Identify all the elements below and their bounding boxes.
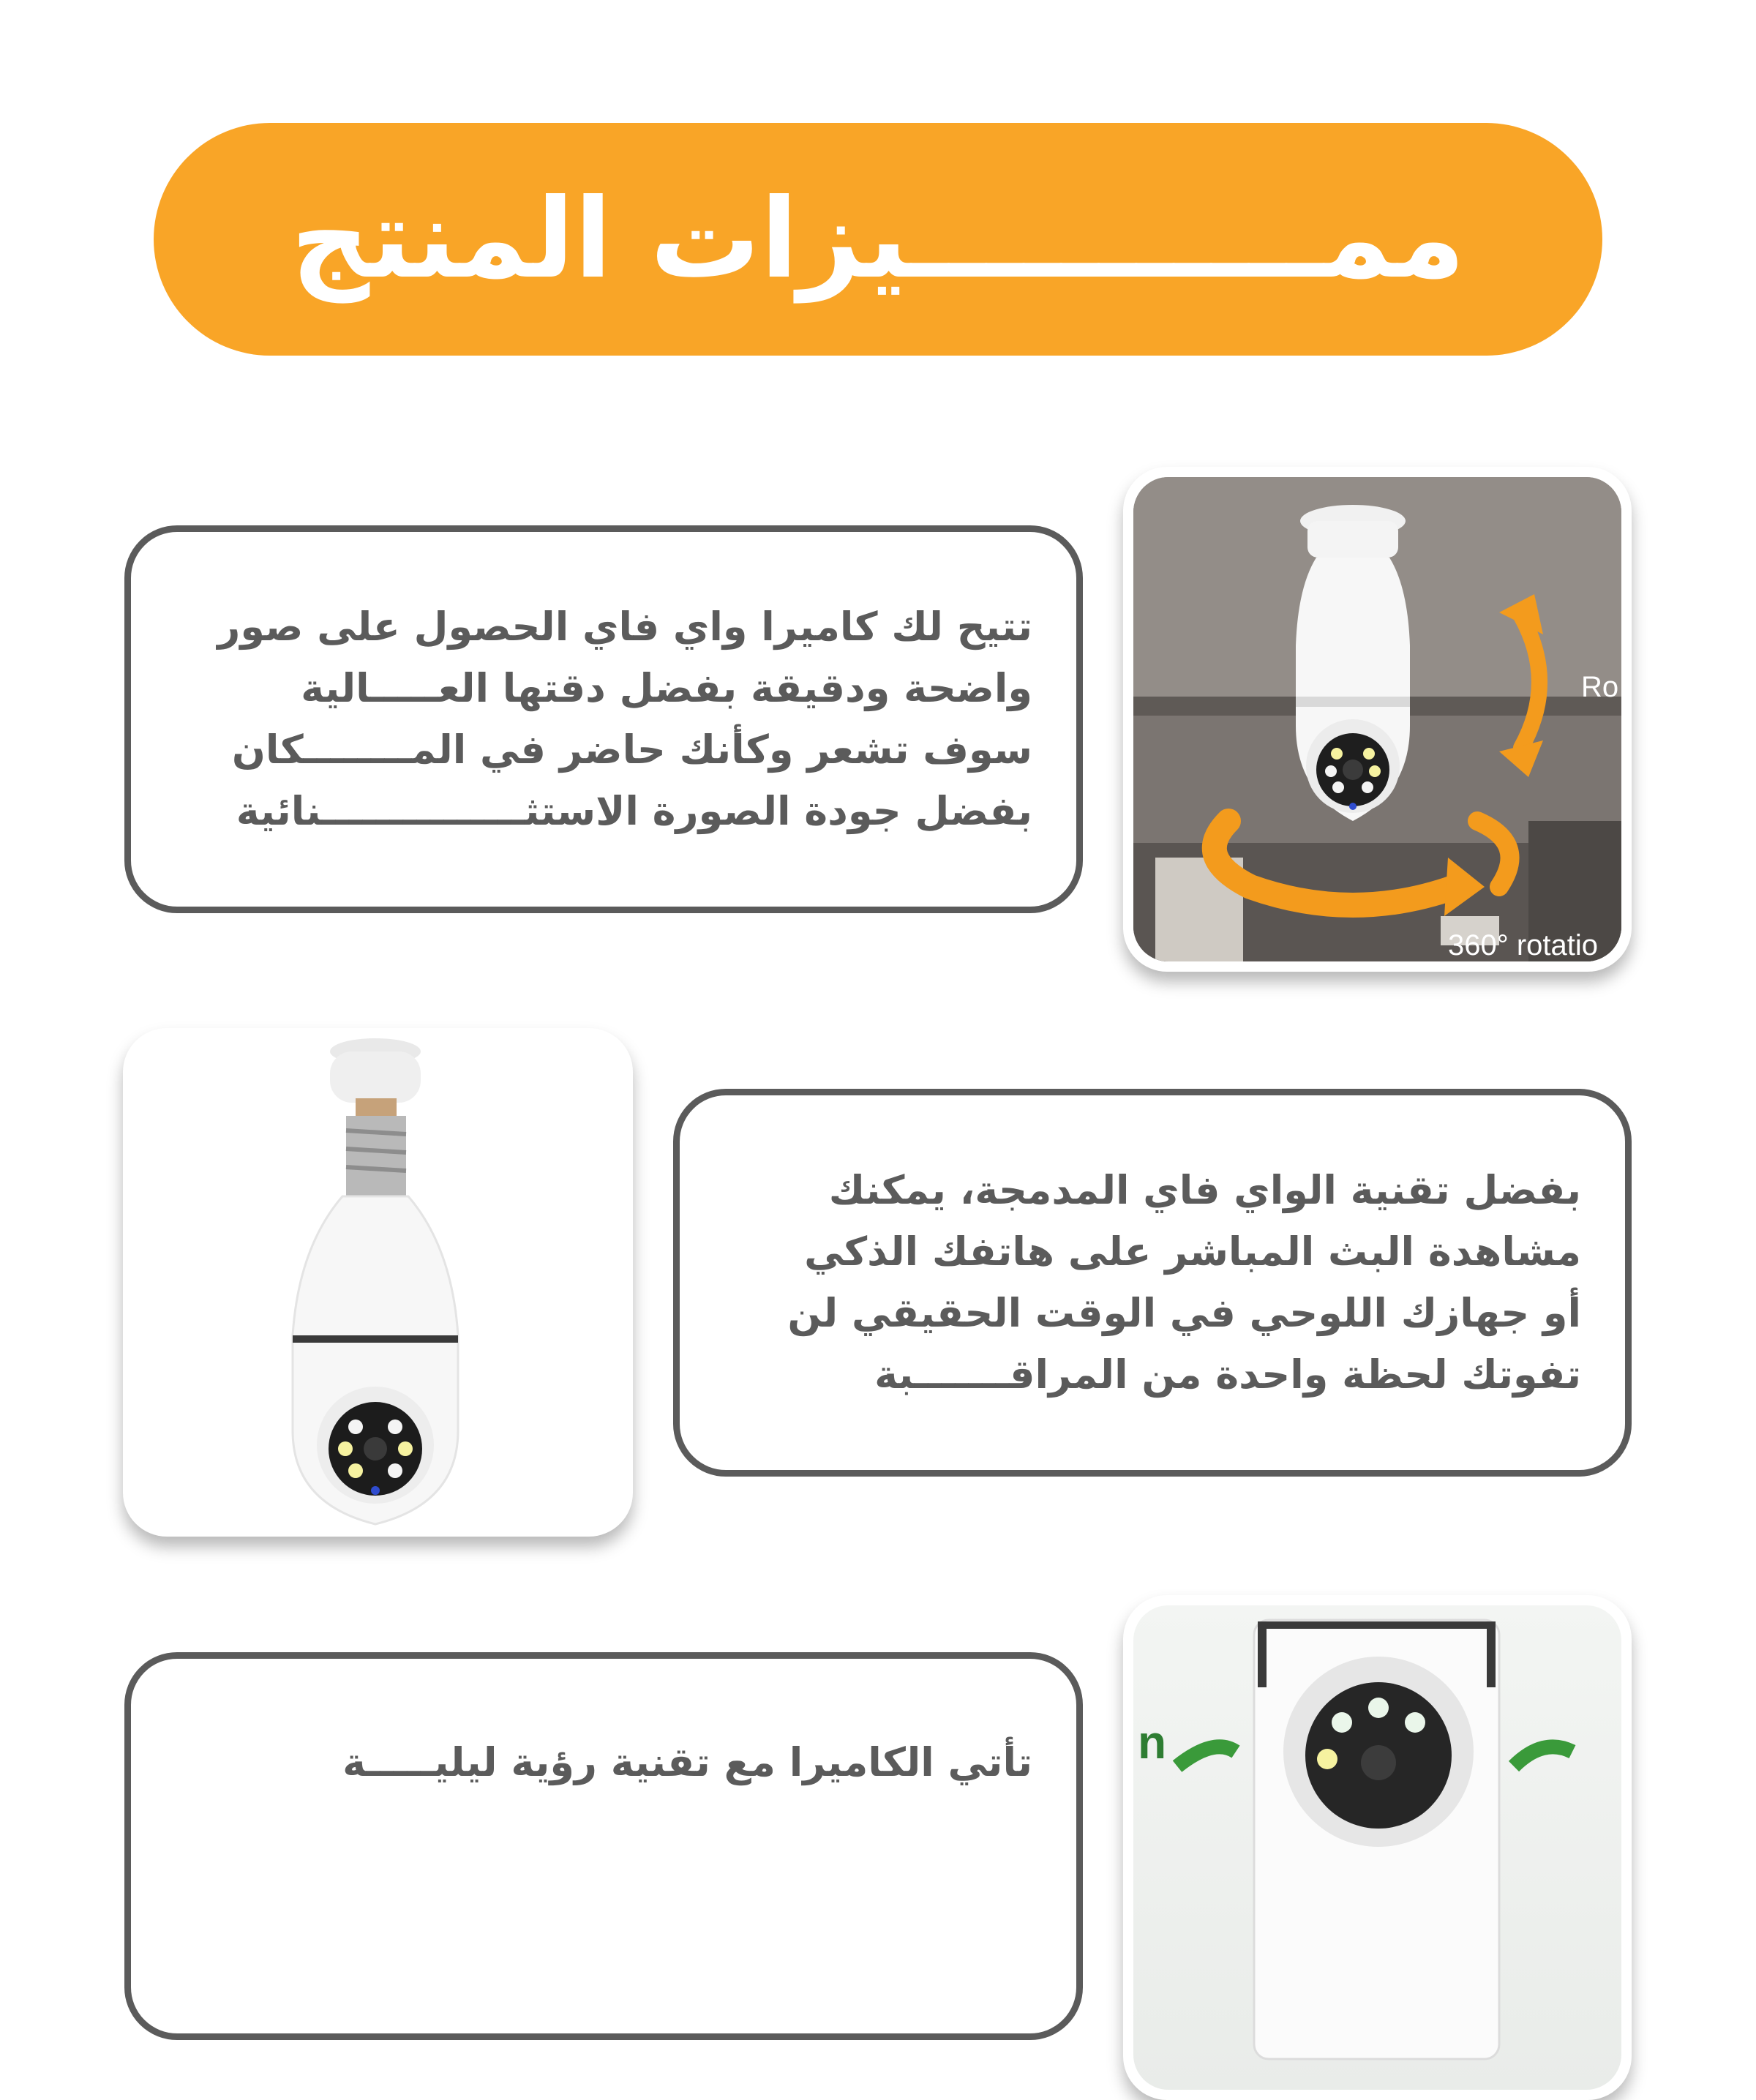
feature-line: واضحة ودقيقة بفضل دقتها العـــــالية — [301, 665, 1032, 711]
feature-line: تتيح لك كاميرا واي فاي الحصول على صور — [217, 604, 1032, 650]
feature-image-card-night-vision — [1123, 1595, 1632, 2100]
feature-text-night-vision — [175, 1732, 1032, 1793]
feature-image-card-rotation — [1123, 467, 1632, 972]
rotation-illustration — [1133, 477, 1621, 961]
bulb-camera-product-photo — [123, 1028, 633, 1537]
feature-line: بفضل تقنية الواي فاي المدمجة، يمكنك — [828, 1167, 1581, 1213]
feature-card-resolution — [124, 525, 1083, 913]
feature-line: تأتي الكاميرا مع تقنية رؤية ليليـــــة — [342, 1739, 1032, 1785]
feature-line: تفوتك لحظة واحدة من المراقـــــــبة — [874, 1351, 1581, 1398]
night-vision-illustration — [1133, 1605, 1621, 2090]
feature-image-card-product — [123, 1028, 633, 1537]
feature-line: مشاهدة البث المباشر على هاتفك الذكي — [804, 1229, 1581, 1275]
feature-text-live-stream — [724, 1160, 1581, 1406]
bulb-camera-night-vision-photo — [1133, 1605, 1621, 2090]
side-label: n — [1138, 1716, 1167, 1769]
title-banner — [154, 123, 1602, 356]
bulb-camera-rotation-photo — [1133, 477, 1621, 961]
feature-line: أو جهازك اللوحي في الوقت الحقيقي لن — [787, 1290, 1581, 1336]
feature-card-live-stream — [673, 1089, 1632, 1477]
feature-line: بفضل جودة الصورة الاستثـــــــــــــــنائية — [236, 788, 1032, 834]
feature-card-night-vision — [124, 1652, 1083, 2040]
rotation-label: 360° rotatio — [1448, 929, 1599, 961]
feature-text-resolution — [175, 596, 1032, 842]
rotate-label: Ro — [1581, 671, 1619, 703]
page-title: ممـــــــــــيزات المنتج — [290, 176, 1466, 303]
feature-line: سوف تشعر وكأنك حاضر في المــــــــكان — [231, 727, 1032, 773]
